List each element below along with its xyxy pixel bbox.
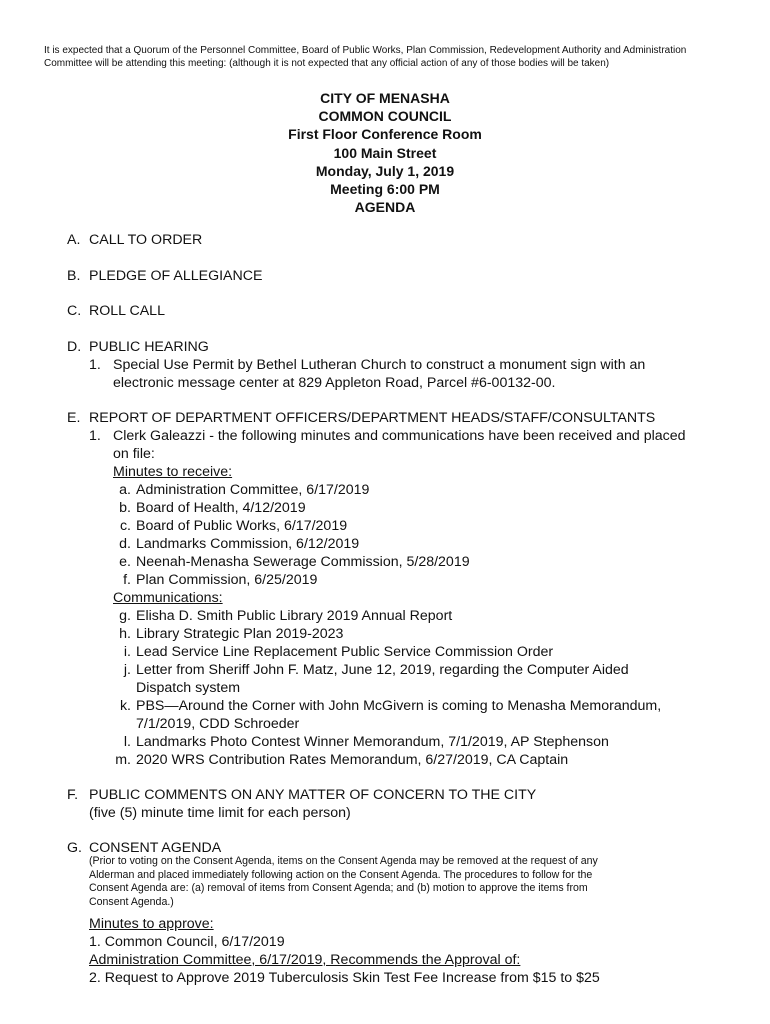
consent-note-line: (Prior to voting on the Consent Agenda, items on the Consent Agenda may be removed at the request of any bbox=[89, 855, 598, 867]
quorum-notice-line-2: Committee will be attending this meeting: (although it is not expected that any official action of any of those bodies will be taken) bbox=[44, 58, 610, 69]
header-room: First Floor Conference Room bbox=[288, 126, 482, 143]
list-item-text: Board of Public Works, 6/17/2019 bbox=[136, 518, 348, 534]
public-comment-note: (five (5) minute time limit for each person) bbox=[89, 805, 351, 821]
section-letter: F. bbox=[67, 787, 79, 803]
section-e bbox=[67, 409, 655, 427]
list-item-label: f. bbox=[123, 572, 131, 588]
header-time: Meeting 6:00 PM bbox=[330, 181, 440, 198]
section-letter: B. bbox=[67, 268, 81, 284]
list-item-text: Landmarks Photo Contest Winner Memorandum, 7/1/2019, AP Stephenson bbox=[136, 734, 609, 750]
list-item-label: b. bbox=[119, 500, 131, 516]
list-item-label: j. bbox=[123, 662, 131, 678]
header-city: CITY OF MENASHA bbox=[320, 90, 450, 106]
quorum-notice-line-1: It is expected that a Quorum of the Personnel Committee, Board of Public Works, Plan Commission, Redevelopment Authority and Administration bbox=[44, 45, 687, 56]
list-item-text: Lead Service Line Replacement Public Service Commission Order bbox=[136, 644, 554, 660]
list-item-label: m. bbox=[115, 752, 131, 768]
header-council: COMMON COUNCIL bbox=[318, 108, 452, 125]
list-item-label: a. bbox=[119, 482, 131, 498]
list-item-label: g. bbox=[119, 608, 131, 624]
quorum-notice bbox=[44, 44, 734, 70]
section-d bbox=[67, 338, 209, 356]
list-item-text: Letter from Sheriff John F. Matz, June 12, 2019, regarding the Computer Aided bbox=[136, 662, 629, 678]
header-agenda: AGENDA bbox=[354, 199, 416, 216]
item-number: 1. bbox=[89, 357, 101, 373]
minutes-to-approve-heading: Minutes to approve: bbox=[89, 916, 214, 932]
consent-item-1: 1. Common Council, 6/17/2019 bbox=[89, 934, 285, 950]
list-item-text: PBS—Around the Corner with John McGivern is coming to Menasha Memorandum, bbox=[136, 698, 662, 714]
report-item-text-cont: on file: bbox=[113, 446, 155, 462]
section-letter: A. bbox=[67, 232, 81, 248]
consent-note-line: Alderman and placed immediately following action on the Consent Agenda. The procedures to follow for the bbox=[89, 868, 593, 881]
list-item-text: Landmarks Commission, 6/12/2019 bbox=[136, 536, 360, 552]
list-item-text: Administration Committee, 6/17/2019 bbox=[136, 482, 370, 498]
list-item-label: k. bbox=[119, 698, 131, 714]
list-item-text: 2020 WRS Contribution Rates Memorandum, 6/27/2019, CA Captain bbox=[136, 752, 569, 768]
list-item-text: Board of Health, 4/12/2019 bbox=[136, 500, 306, 516]
minutes-to-receive-heading: Minutes to receive: bbox=[113, 464, 233, 480]
consent-item-2: 2. Request to Approve 2019 Tuberculosis Skin Test Fee Increase from $15 to $25 bbox=[89, 970, 600, 986]
section-f bbox=[67, 786, 536, 804]
hearing-item-text-cont: electronic message center at 829 Appleton Road, Parcel #6-00132-00. bbox=[113, 375, 556, 391]
section-a bbox=[67, 231, 202, 249]
list-item-label: i. bbox=[123, 644, 131, 660]
list-item-label: h. bbox=[119, 626, 131, 642]
section-letter: E. bbox=[67, 410, 81, 426]
section-title: REPORT OF DEPARTMENT OFFICERS/DEPARTMENT HEADS/STAFF/CONSULTANTS bbox=[89, 410, 656, 426]
header-date: Monday, July 1, 2019 bbox=[315, 162, 455, 179]
item-number: 1. bbox=[89, 428, 101, 444]
agenda-header bbox=[0, 89, 770, 216]
consent-note-line: Consent Agenda.) bbox=[89, 895, 174, 908]
section-c bbox=[67, 302, 165, 320]
section-title: PUBLIC COMMENTS ON ANY MATTER OF CONCERN TO THE CITY bbox=[89, 787, 537, 803]
report-item-text: Clerk Galeazzi - the following minutes and communications have been received and placed bbox=[113, 428, 686, 444]
administration-committee-heading: Administration Committee, 6/17/2019, Recommends the Approval of: bbox=[89, 952, 521, 968]
section-letter: D. bbox=[67, 339, 82, 355]
list-item-label: c. bbox=[119, 518, 131, 534]
consent-agenda-note bbox=[89, 855, 719, 909]
list-item-text: Neenah-Menasha Sewerage Commission, 5/28/2019 bbox=[136, 554, 470, 570]
section-letter: C. bbox=[67, 303, 82, 319]
list-item-label: l. bbox=[123, 734, 131, 750]
communications-heading: Communications: bbox=[113, 590, 223, 606]
consent-note-line: Consent Agenda are: (a) removal of items from Consent Agenda; and (b) motion to approve the items from bbox=[89, 882, 588, 894]
list-item-text-cont: Dispatch system bbox=[136, 680, 241, 696]
section-letter: G. bbox=[67, 840, 82, 856]
section-title: CALL TO ORDER bbox=[89, 232, 203, 248]
section-title: PLEDGE OF ALLEGIANCE bbox=[89, 268, 263, 284]
list-item-text: Elisha D. Smith Public Library 2019 Annual Report bbox=[136, 608, 453, 624]
section-title: CONSENT AGENDA bbox=[89, 840, 222, 856]
header-street: 100 Main Street bbox=[333, 144, 437, 161]
list-item-text-cont: 7/1/2019, CDD Schroeder bbox=[136, 716, 300, 732]
list-item-label: e. bbox=[119, 554, 131, 570]
section-title: PUBLIC HEARING bbox=[89, 339, 209, 355]
list-item-label: d. bbox=[119, 536, 131, 552]
hearing-item-text: Special Use Permit by Bethel Lutheran Church to construct a monument sign with an bbox=[113, 357, 646, 373]
list-item-text: Plan Commission, 6/25/2019 bbox=[136, 572, 318, 588]
list-item-text: Library Strategic Plan 2019-2023 bbox=[136, 626, 344, 642]
section-title: ROLL CALL bbox=[89, 303, 165, 319]
section-b bbox=[67, 267, 262, 285]
